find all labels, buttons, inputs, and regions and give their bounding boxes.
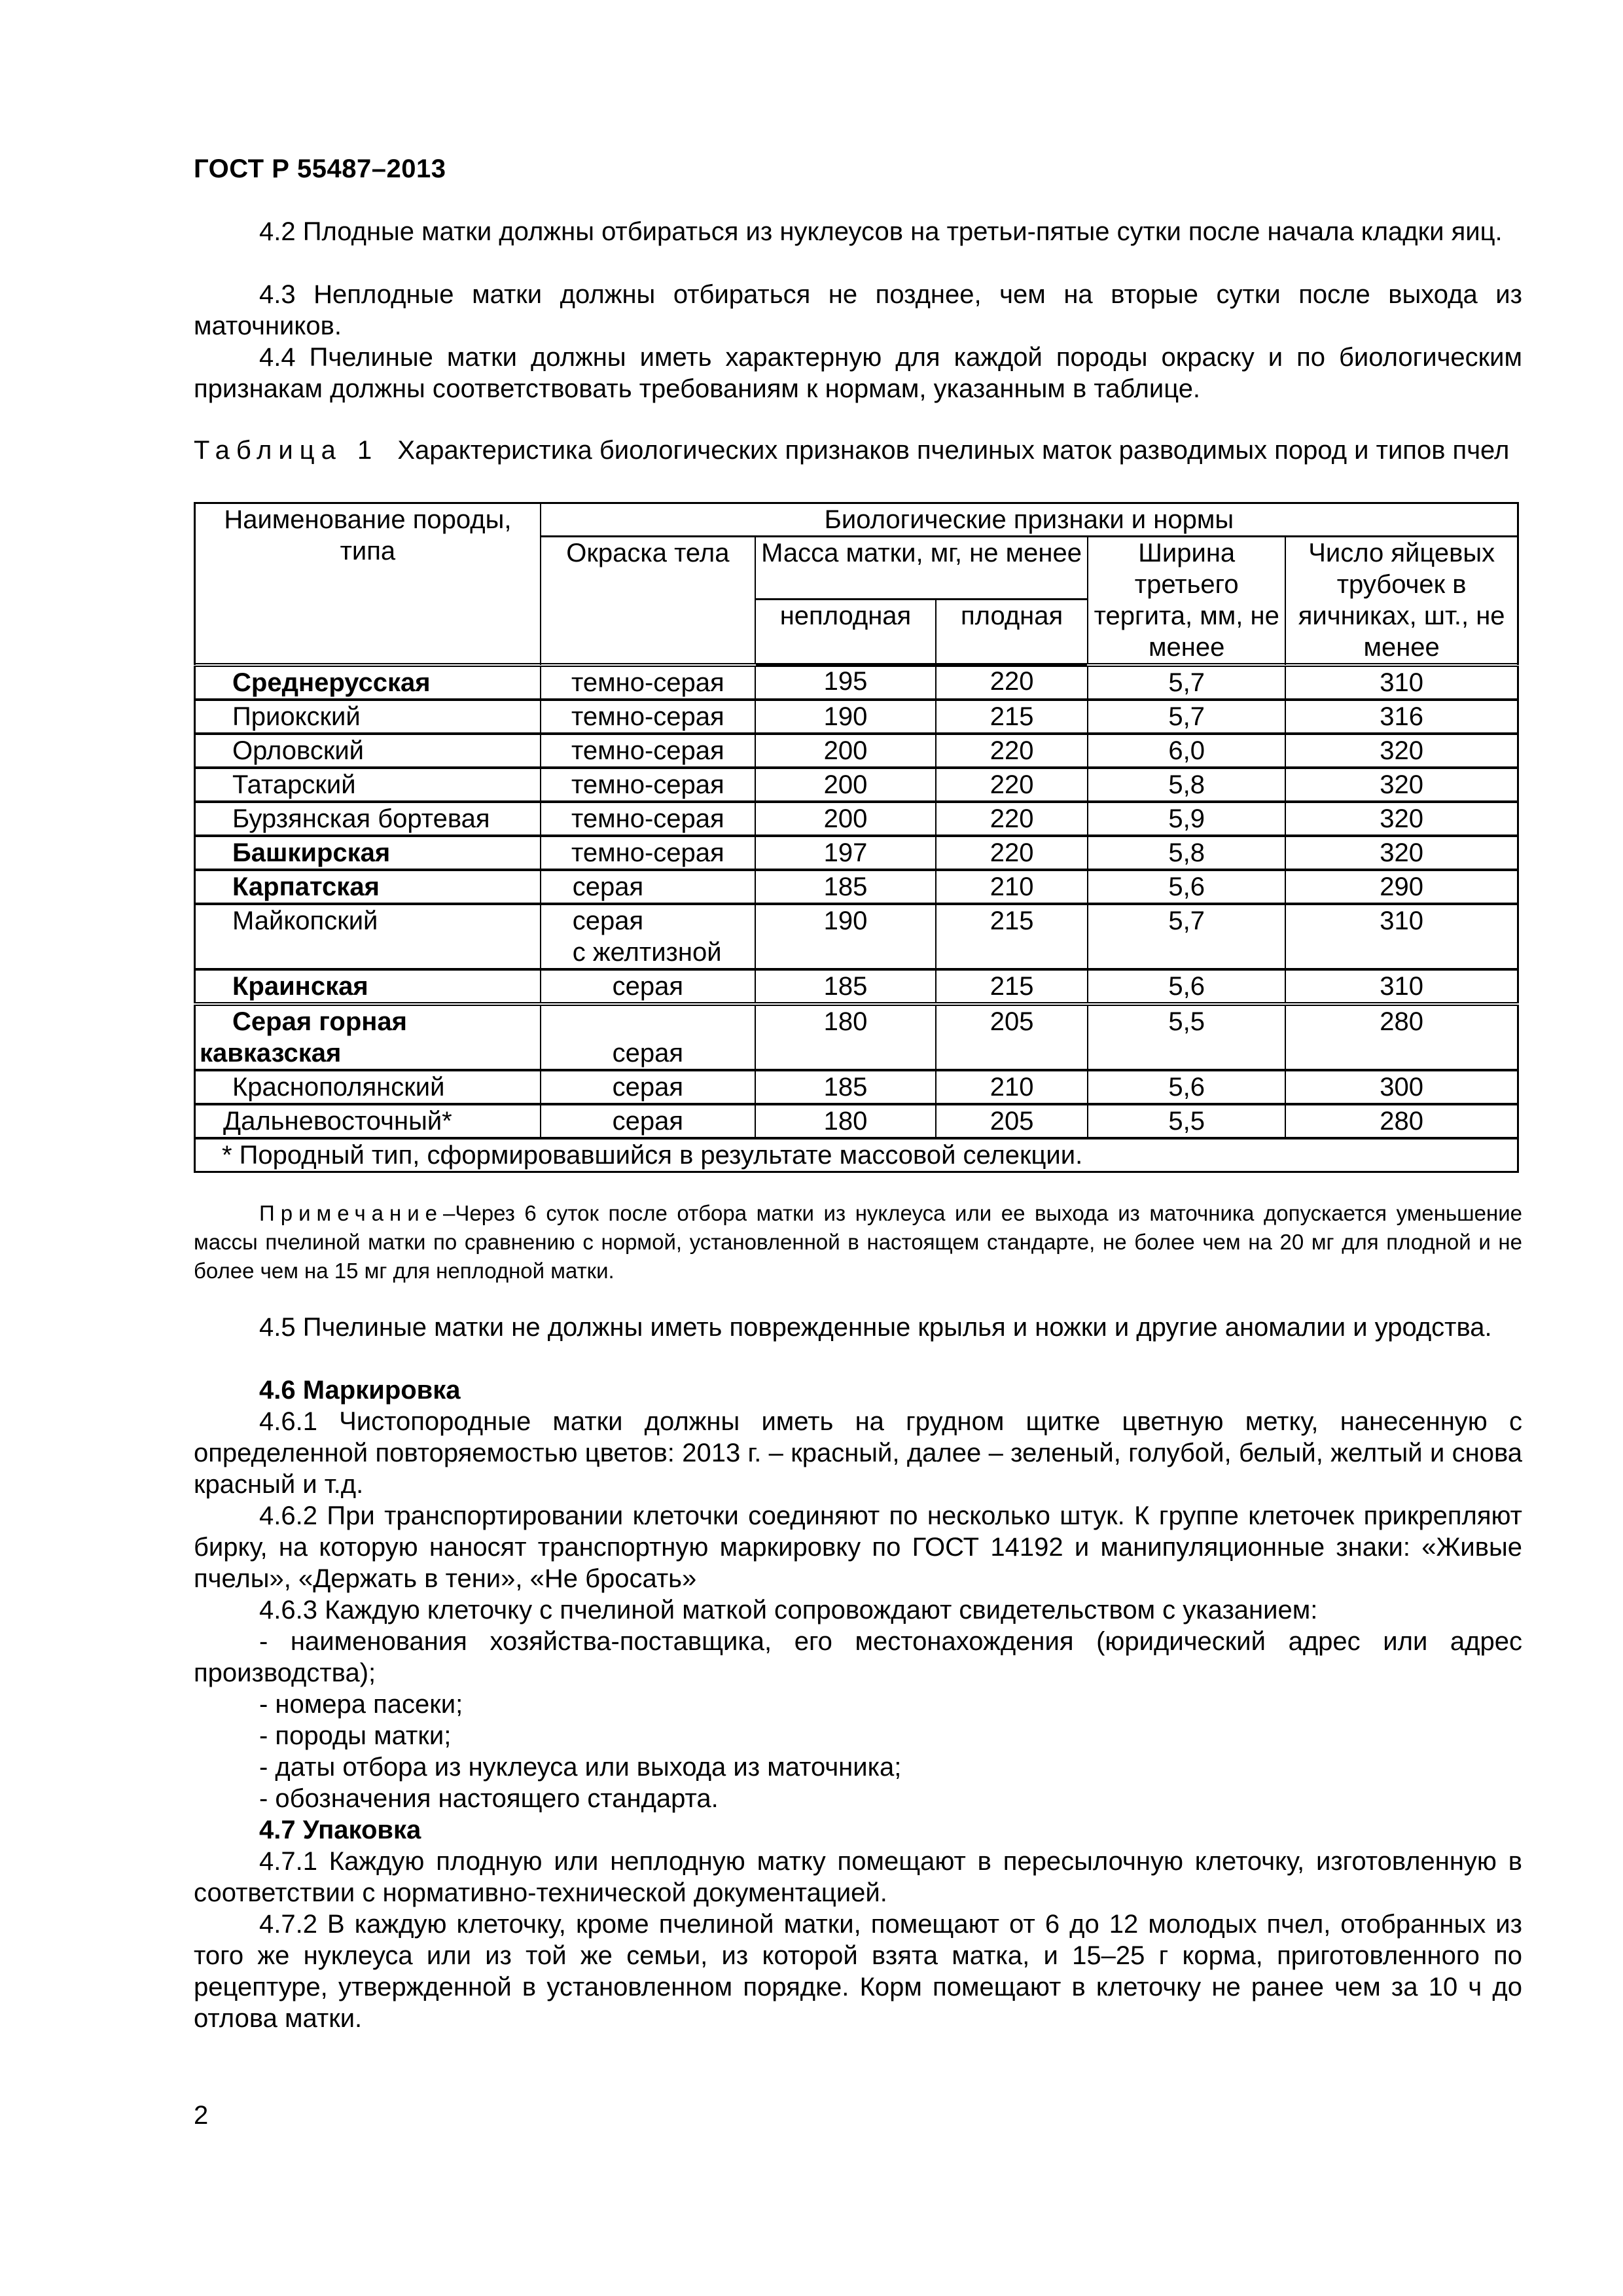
list-item: - номера пасеки;	[259, 1690, 463, 1719]
table-row: Орловский темно-серая 200 220 6,0 320	[195, 734, 1518, 768]
table-row: Приокский темно-серая 190 215 5,7 316	[195, 700, 1518, 734]
table-row: Татарский темно-серая 200 220 5,8 320	[195, 768, 1518, 802]
table-caption-title: Характеристика биологических признаков пчелиных маток разводимых пород и типов пчел	[397, 436, 1510, 465]
paragraph-4-4: 4.4 Пчелиные матки должны иметь характерную для каждой породы окраску и по биологическим признакам должны соответствовать требованиям к нормам, указанным в таблице.	[194, 343, 1522, 403]
header-tergite-width: Ширина третьего тергита, мм, не менее	[1088, 537, 1285, 666]
table-caption-label: Таблица	[194, 436, 342, 465]
table-row: Серая горная кавказская серая 180 205 5,5 280	[195, 1004, 1518, 1070]
header-body-color: Окраска тела	[541, 537, 755, 666]
table-footnote: * Породный тип, сформировавшийся в результате массовой селекции.	[195, 1138, 1518, 1172]
paragraph-4-3: 4.3 Неплодные матки должны отбираться не позднее, чем на вторые сутки после выхода из маточников.	[194, 280, 1522, 340]
header-mass-unfertile: неплодная	[755, 600, 936, 666]
table-row: Майкопский серая с желтизной 190 215 5,7 310	[195, 904, 1518, 969]
table-row: Дальневосточный* серая 180 205 5,5 280	[195, 1104, 1518, 1138]
note-text: Через 6 суток после отбора матки из нуклеуса или ее выхода из маточника допускается уменьшение массы пчелиной матки по сравнению с нормой, установленной в настоящем стандарте, не более чем на 20 мг для плодной и не более чем на 15 мг для неплодной матки.	[194, 1201, 1522, 1283]
header-ovariole-count: Число яйцевых трубочек в яичниках, шт., не менее	[1285, 537, 1518, 666]
paragraph-4-7-2: 4.7.2 В каждую клеточку, кроме пчелиной матки, помещают от 6 до 12 молодых пчел, отобранных из того же нуклеуса или из той же семьи, из которой взята матка, и 15–25 г корма, приготовленного по рецептуре, утвержденной в установленном порядке. Корм помещают в клеточку не ранее чем за 10 ч до отлова матки.	[194, 1910, 1522, 2033]
paragraph-4-6-2: 4.6.2 При транспортировании клеточки соединяют по несколько штук. К группе клеточек прикрепляют бирку, на которую наносят транспортную маркировку по ГОСТ 14192 и манипуляционные знаки: «Живые пчелы», «Держать в тени», «Не бросать»	[194, 1501, 1522, 1593]
table-caption	[194, 435, 1522, 466]
header-mass-fertile: плодная	[936, 600, 1088, 666]
table-row: Башкирская темно-серая 197 220 5,8 320	[195, 836, 1518, 870]
table-row: Бурзянская бортевая темно-серая 200 220 5,9 320	[195, 802, 1518, 836]
paragraph-4-6-3: 4.6.3 Каждую клеточку с пчелиной маткой сопровождают свидетельством с указанием:	[259, 1596, 1318, 1624]
list-item: - обозначения настоящего стандарта.	[259, 1784, 719, 1813]
table-row: Краснополянский серая 185 210 5,6 300	[195, 1070, 1518, 1104]
paragraph-4-6-1: 4.6.1 Чистопородные матки должны иметь на грудном щитке цветную метку, нанесенную с определенной повторяемостью цветов: 2013 г. – красный, далее – зеленый, голубой, белый, желтый и снова красный и т.д.	[194, 1407, 1522, 1499]
table-note: Примечание–Через 6 суток после отбора матки из нуклеуса или ее выхода из маточника допускается уменьшение массы пчелиной матки по сравнению с нормой, установленной в настоящем стандарте, не более чем на 20 мг для плодной и не более чем на 15 мг для неплодной матки.	[194, 1201, 1522, 1283]
list-item: - даты отбора из нуклеуса или выхода из маточника;	[259, 1753, 902, 1782]
paragraph-4-5: 4.5 Пчелиные матки не должны иметь поврежденные крылья и ножки и другие аномалии и уродства.	[259, 1313, 1492, 1342]
heading-4-7-packaging: 4.7 Упаковка	[259, 1816, 421, 1844]
document-header: ГОСТ Р 55487–2013	[194, 154, 446, 183]
header-queen-mass: Масса матки, мг, не менее	[755, 537, 1088, 600]
list-item: - наименования хозяйства-поставщика, его местонахождения (юридический адрес или адрес производства);	[194, 1627, 1522, 1687]
header-biological-traits: Биологические признаки и нормы	[541, 503, 1518, 537]
heading-4-6-marking: 4.6 Маркировка	[259, 1376, 461, 1405]
note-label: Примечание	[259, 1201, 444, 1225]
paragraph-4-7-1: 4.7.1 Каждую плодную или неплодную матку помещают в пересылочную клеточку, изготовленную в соответствии с нормативно-технической документацией.	[194, 1847, 1522, 1907]
table-caption-number: 1	[357, 436, 372, 465]
header-breed: Наименование породы, типа	[195, 503, 541, 666]
paragraph-4-2: 4.2 Плодные матки должны отбираться из нуклеусов на третьи-пятые сутки после начала кладки яиц.	[259, 217, 1503, 246]
table-row: Среднерусская темно-серая 195 220 5,7 310	[195, 665, 1518, 700]
table-row: Краинская серая 185 215 5,6 310	[195, 969, 1518, 1004]
breed-characteristics-table	[194, 502, 1519, 1173]
table-row: Карпатская серая 185 210 5,6 290	[195, 870, 1518, 904]
list-item: - породы матки;	[259, 1721, 452, 1750]
page-number: 2	[194, 2101, 209, 2130]
